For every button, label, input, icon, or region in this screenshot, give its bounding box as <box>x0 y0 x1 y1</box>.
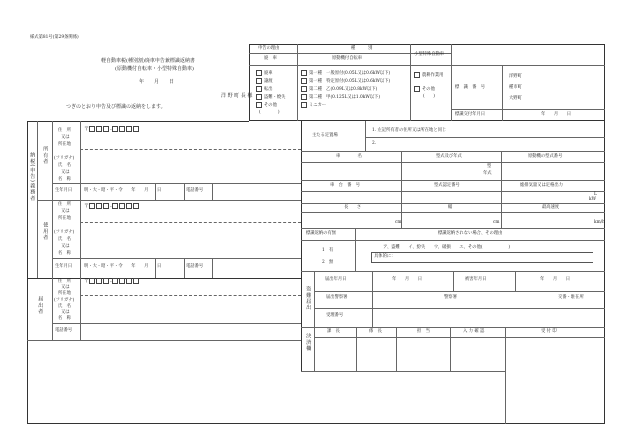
checkbox[interactable] <box>256 94 262 100</box>
owner-dob-value: 明・大・昭・平・令 年 月 日 <box>84 188 162 193</box>
approval-col-input-check: 入 力 確 認 <box>463 329 485 334</box>
reporter-phone-label: 電話番号 <box>55 328 73 333</box>
speed-unit: km/h <box>594 220 605 225</box>
form-subtitle: (原動機付自転車・小型特殊自動車) <box>115 66 194 72</box>
reporter-name-label-2: 又は <box>61 310 70 315</box>
form-number: 様式第81号(第29条関係) <box>30 35 79 40</box>
theft-date-label: 被害年月日 <box>465 277 487 282</box>
reporter-address-label-2: 又は <box>61 285 70 290</box>
special-header: 小型特殊自動車 <box>414 52 445 57</box>
plate-issue-label: 標識交付年月日 <box>455 112 486 117</box>
engine-model-label: 原動機の型式番号 <box>528 154 563 159</box>
return-detail-label: 具体的に： <box>374 254 396 259</box>
taxpayer-section-label: 納税(申告)義務者 <box>29 152 36 202</box>
power-unit: kW <box>589 197 597 202</box>
reason-header: 申告の理由 <box>258 46 280 51</box>
approval-col-tanto: 担 当 <box>417 329 430 334</box>
vehicle-name-label: 車 名 <box>336 154 362 159</box>
approval-section-label: 決済欄 <box>305 333 312 352</box>
year-unit: 年式 <box>483 171 492 176</box>
owner-furigana: (フリガナ) <box>54 156 75 161</box>
return-no-option[interactable]: 2 無 <box>322 260 334 265</box>
type-header: 種 別 <box>351 46 373 51</box>
reporter-furigana: (フリガナ) <box>54 298 75 303</box>
receipt-number-label: 受理番号 <box>326 313 344 318</box>
user-phone-label: 電話番号 <box>186 264 204 269</box>
checkbox[interactable] <box>256 86 262 92</box>
user-name-label-3: 名 称 <box>58 251 71 256</box>
displacement-unit: L <box>594 192 597 197</box>
width-label: 幅 <box>448 205 453 210</box>
special-option-2[interactable]: その他 <box>414 86 435 92</box>
moped-header: 原動機付自転車 <box>332 56 363 61</box>
reason-option-tonan[interactable]: 盗難・焼失 <box>256 94 285 100</box>
moped-option-1[interactable]: 第一種 一般原付(0.05L又は0.6kW以下) <box>301 70 390 76</box>
user-address-label-1: 住 所 <box>58 202 71 207</box>
return-status-label: 標識返納の有無 <box>306 231 337 236</box>
owner-label: 所有者 <box>42 146 49 165</box>
owner-postal[interactable]: 〒 - <box>84 126 140 133</box>
moped-option-4[interactable]: 第二種 甲(0.125L又は1.0kW以下) <box>301 94 380 100</box>
reporter-address-label-3: 所在地 <box>58 291 71 296</box>
return-reason-label: 標識返納されない場合、その理由 <box>438 231 503 236</box>
model-unit: 型 <box>487 164 492 169</box>
user-dob-label: 生年月日 <box>55 264 73 269</box>
owner-name-label-2: 又は <box>61 170 70 175</box>
checkbox[interactable] <box>301 70 307 76</box>
return-reasons[interactable]: ア、盗難 イ、紛失 ウ、破損 エ、その他( ) <box>383 245 511 250</box>
police-date-value: 年 月 日 <box>392 277 423 282</box>
user-furigana: (フリガナ) <box>54 230 75 235</box>
special-paren: ( ) <box>423 94 435 99</box>
width-unit: cm <box>493 220 500 225</box>
police-station-label: 届出警察署 <box>326 295 348 300</box>
police-section-label: 盗難届出 <box>305 286 312 311</box>
reason-col: 廃 車 <box>264 56 277 61</box>
main-form <box>27 121 605 424</box>
checkbox[interactable] <box>301 94 307 100</box>
reason-option-joto[interactable]: 譲渡 <box>256 78 273 84</box>
police-date-label: 届出年月日 <box>325 277 347 282</box>
owner-dob-label: 生年月日 <box>55 188 73 193</box>
moped-option-5[interactable]: ミニカー <box>301 102 326 108</box>
checkbox[interactable] <box>301 86 307 92</box>
town-1: 洋野町 <box>509 74 522 79</box>
police-station-unit: 警察署 <box>444 295 457 300</box>
storage-label: 主たる定置場 <box>312 133 338 138</box>
owner-address-label-1: 住 所 <box>58 128 71 133</box>
user-address-label-2: 又は <box>61 209 70 214</box>
checkbox[interactable] <box>301 78 307 84</box>
reason-option-haisha[interactable]: 廃車 <box>256 70 273 76</box>
police-box-label: 交番・駐在所 <box>558 295 584 300</box>
theft-date-value: 年 月 日 <box>540 277 571 282</box>
return-yes-option[interactable]: 1 有 <box>322 248 334 253</box>
reporter-label: 届出者 <box>37 296 44 315</box>
owner-address-label-3: 所在地 <box>58 142 71 147</box>
checkbox[interactable] <box>414 72 420 78</box>
user-name-label-2: 又は <box>61 244 70 249</box>
town-3: 大野町 <box>509 96 522 101</box>
declaration-text: つぎのとおり申告及び標識の返納をします。 <box>66 104 166 110</box>
storage-option-2[interactable]: 2. <box>372 141 377 146</box>
reporter-name-label-3: 名 称 <box>58 316 71 321</box>
storage-option-1[interactable]: 1. 左記所有者の住所又は所在地と同じ <box>372 128 447 133</box>
checkbox[interactable] <box>256 102 262 108</box>
owner-phone-label: 電話番号 <box>186 188 204 193</box>
user-label: 使用者 <box>42 222 49 241</box>
user-address-label-3: 所在地 <box>58 216 71 221</box>
reason-option-tenshutsu[interactable]: 転出 <box>256 86 273 92</box>
plate-issue-date: 年 月 日 <box>541 112 572 117</box>
special-option-1[interactable]: 農耕作業用 <box>414 72 443 78</box>
detail-bracket <box>371 252 593 263</box>
addressee: 洋 野 町 長 様 <box>221 93 253 99</box>
chassis-label: 車 台 番 号 <box>330 183 361 188</box>
town-2: 種市町 <box>509 85 522 90</box>
length-unit: cm <box>395 220 402 225</box>
reason-other-paren: ( ) <box>259 110 280 115</box>
approval-col-kakaricho: 係 長 <box>369 329 382 334</box>
owner-address-label-2: 又は <box>61 135 70 140</box>
cert-label: 型式認定番号 <box>434 183 460 188</box>
reporter-name-label-1: 氏 名 <box>58 304 71 309</box>
checkbox[interactable] <box>414 86 420 92</box>
displacement-label: 総排気量又は定格出力 <box>520 183 563 188</box>
checkbox[interactable] <box>256 70 262 76</box>
checkbox[interactable] <box>301 102 307 108</box>
user-postal[interactable]: 〒 - <box>84 203 140 210</box>
moped-option-2[interactable]: 第一種 特定原付(0.05L又は0.6kW以下) <box>301 78 390 84</box>
user-name-label-1: 氏 名 <box>58 237 71 242</box>
length-label: 長 さ <box>344 205 362 210</box>
owner-name-label-3: 名 称 <box>58 177 71 182</box>
user-dob-value: 明・大・昭・平・令 年 月 日 <box>84 264 162 269</box>
vehicle-model-label: 型式及び年式 <box>436 154 462 159</box>
owner-name-label-1: 氏 名 <box>58 163 71 168</box>
plate-number-label: 標 識 番 号 <box>455 85 486 90</box>
moped-option-3[interactable]: 第二種 乙(0.09L又は0.8kW以下) <box>301 86 377 92</box>
reason-option-other[interactable]: その他 <box>256 102 277 108</box>
reporter-address-label-1: 住 所 <box>58 279 71 284</box>
form-title: 軽自動車税(種別割)廃車申告兼標識返納書 <box>101 58 195 64</box>
speed-label: 最高速度 <box>542 205 560 210</box>
approval-col-stamp: 受 付 印 <box>541 329 557 334</box>
approval-col-kacho: 課 長 <box>327 329 340 334</box>
reporter-postal[interactable]: 〒 - <box>84 278 140 285</box>
submission-date: 年 月 日 <box>139 79 175 85</box>
checkbox[interactable] <box>256 78 262 84</box>
